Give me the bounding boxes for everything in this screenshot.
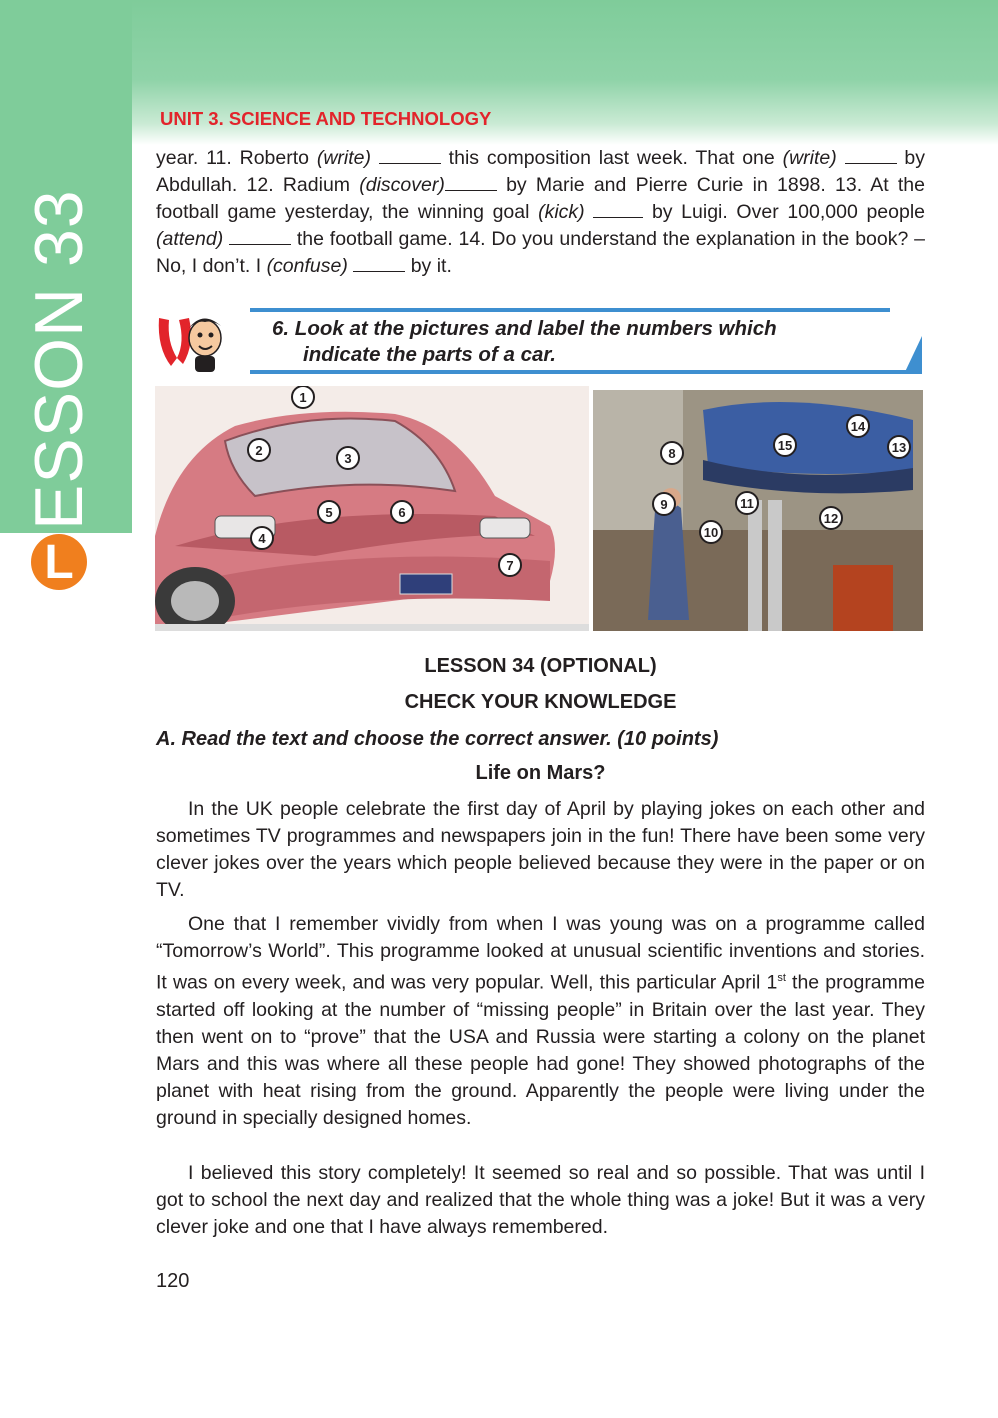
car-label-1: 1 [291,386,315,409]
car-label-6: 6 [390,500,414,524]
story-paragraph-1: In the UK people celebrate the first day of April by playing jokes on each other and sometimes TV programmes and newspapers join in the fun! There have been some very clever jokes over the years which people believed because they were in the paper or on TV. [156,798,925,901]
lift-label-10: 10 [699,520,723,544]
car-label-7: 7 [498,553,522,577]
lift-photo [593,390,923,631]
lift-label-11: 11 [735,491,759,515]
lesson-34-title: LESSON 34 (OPTIONAL) [424,655,657,677]
lift-label-15: 15 [773,433,797,457]
car-photo [155,386,589,631]
car-label-4: 4 [250,526,274,550]
car-label-5: 5 [317,500,341,524]
lift-label-14: 14 [846,414,870,438]
story-paragraph-2: One that I remember vividly from when I was young was on a programme called “Tomorrow’s World”. This programme looked at unusual scientific inventions and stories. It was on every week, and was very popular. Well, this particular April 1st the programme started off looking at the number of “missing people” in Britain over the last year. They then went on to “prove” that the USA and Russia were starting a colony on the planet Mars and this was where all these people had gone! They showed photographs of the planet with heat rising from the ground. Apparently the people were living under the ground in specially designed homes. [156,913,925,1129]
car-label-3: 3 [336,446,360,470]
lift-label-9: 9 [652,492,676,516]
mascot-icon [155,308,230,378]
task-a-instruction: A. Read the text and choose the correct answer. (10 points) [156,728,719,750]
car-label-2: 2 [247,438,271,462]
story-title: Life on Mars? [475,762,606,784]
story-paragraph-3: I believed this story completely! It seemed so real and so possible. That was until I got to school the next day and realized that the whole thing was a joke! But it was a very clever joke and one that I have always remembered. [156,1162,925,1238]
unit-title: UNIT 3. SCIENCE AND TECHNOLOGY [160,108,492,129]
header-band [0,0,998,145]
lift-label-13: 13 [887,435,911,459]
lesson-letter-badge: L [31,534,87,590]
task-6-instruction: 6. Look at the pictures and label the numbers which indicate the parts of a car. [272,317,777,366]
page-number: 120 [156,1270,190,1292]
lesson-34-subtitle: CHECK YOUR KNOWLEDGE [404,691,677,713]
exercise-text: year. 11. Roberto (write) this composition last week. That one (write) by Abdullah. 12. Radium (discover) by Marie and Pierre Curie in 1898. 13. At the football game yesterday, the winning goal (kick) by Luigi. Over 100,000 people (attend) the football game. 14. Do you understand the explanation in the book? – No, I don’t. I (confuse) by it. [156,147,926,277]
lesson-word: ESSON 33 [21,189,97,530]
lift-label-12: 12 [819,506,843,530]
lift-label-8: 8 [660,441,684,465]
